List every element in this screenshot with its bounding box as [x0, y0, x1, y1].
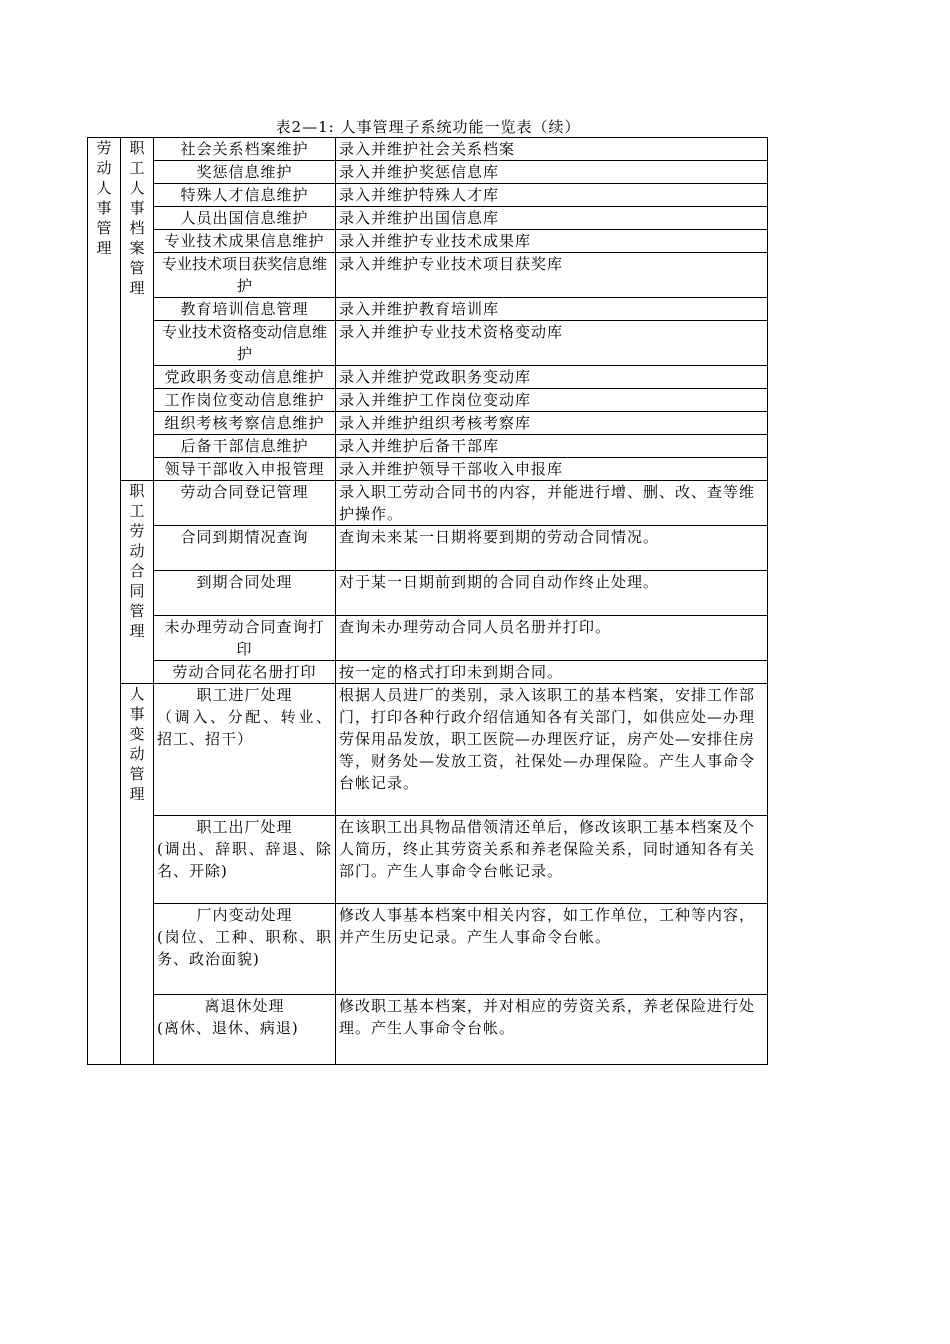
function-subtitle: (调出、辞职、辞退、除名、开除) — [157, 840, 332, 880]
function-cell: 领导干部收入申报管理 — [154, 458, 336, 481]
vertical-char: 理 — [96, 239, 112, 257]
category-cell — [88, 138, 121, 1065]
vertical-char: 同 — [129, 582, 145, 600]
function-cell: 劳动合同花名册打印 — [154, 661, 336, 684]
description-cell: 录入并维护领导干部收入申报库 — [336, 458, 768, 481]
description-cell: 录入并维护党政职务变动库 — [336, 366, 768, 389]
vertical-char: 合 — [129, 562, 145, 580]
description-cell: 录入并维护后备干部库 — [336, 435, 768, 458]
function-cell: 合同到期情况查询 — [154, 526, 336, 571]
function-cell: 专业技术资格变动信息维护 — [154, 321, 336, 366]
vertical-char: 管 — [129, 765, 145, 783]
description-cell: 录入并维护工作岗位变动库 — [336, 389, 768, 412]
function-cell: 党政职务变动信息维护 — [154, 366, 336, 389]
vertical-char: 理 — [129, 785, 145, 803]
function-cell: 教育培训信息管理 — [154, 298, 336, 321]
function-cell — [154, 904, 336, 995]
group-cell — [121, 138, 154, 481]
vertical-char: 人 — [129, 179, 145, 197]
vertical-char: 动 — [129, 542, 145, 560]
function-cell: 专业技术成果信息维护 — [154, 230, 336, 253]
vertical-char: 工 — [129, 159, 145, 177]
function-subtitle: (岗位、工种、职称、职务、政治面貌) — [157, 928, 332, 968]
function-cell: 奖惩信息维护 — [154, 161, 336, 184]
vertical-char: 职 — [129, 482, 145, 500]
function-cell: 后备干部信息维护 — [154, 435, 336, 458]
category-label — [91, 138, 117, 258]
description-cell: 对于某一日期前到期的合同自动作终止处理。 — [336, 571, 768, 616]
description-cell: 录入并维护社会关系档案 — [336, 138, 768, 161]
vertical-char: 人 — [96, 179, 112, 197]
function-cell: 劳动合同登记管理 — [154, 481, 336, 526]
description-cell: 查询未办理劳动合同人员名册并打印。 — [336, 616, 768, 661]
vertical-char: 管 — [129, 602, 145, 620]
vertical-char: 变 — [129, 725, 145, 743]
vertical-char: 动 — [96, 159, 112, 177]
function-cell: 组织考核考察信息维护 — [154, 412, 336, 435]
description-cell: 录入并维护专业技术项目获奖库 — [336, 253, 768, 298]
function-cell: 社会关系档案维护 — [154, 138, 336, 161]
group-label — [124, 684, 150, 804]
function-title: 厂内变动处理 — [196, 906, 293, 924]
description-cell: 修改人事基本档案中相关内容，如工作单位，工种等内容，并产生历史记录。产生人事命令台帐。 — [336, 904, 768, 995]
function-cell: 未办理劳动合同查询打印 — [154, 616, 336, 661]
vertical-char: 案 — [129, 239, 145, 257]
group-label — [124, 481, 150, 641]
vertical-char: 动 — [129, 745, 145, 763]
vertical-char: 理 — [129, 279, 145, 297]
description-cell: 修改职工基本档案，并对相应的劳资关系，养老保险进行处理。产生人事命令台帐。 — [336, 995, 768, 1065]
function-cell: 工作岗位变动信息维护 — [154, 389, 336, 412]
vertical-char: 理 — [129, 622, 145, 640]
description-cell: 录入并维护专业技术成果库 — [336, 230, 768, 253]
function-subtitle: （调入、分配、转业、招工、招干） — [157, 708, 332, 748]
function-title: 离退休处理 — [204, 997, 285, 1015]
vertical-char: 劳 — [96, 139, 112, 157]
function-cell: 专业技术项目获奖信息维护 — [154, 253, 336, 298]
function-title: 职工出厂处理 — [196, 818, 293, 836]
function-subtitle: (离休、退休、病退) — [157, 1019, 299, 1037]
group-cell — [121, 684, 154, 1065]
description-cell: 录入并维护出国信息库 — [336, 207, 768, 230]
description-cell: 录入职工劳动合同书的内容，并能进行增、删、改、查等维护操作。 — [336, 481, 768, 526]
function-cell — [154, 995, 336, 1065]
description-cell: 录入并维护奖惩信息库 — [336, 161, 768, 184]
vertical-char: 管 — [129, 259, 145, 277]
vertical-char: 事 — [129, 199, 145, 217]
description-cell: 录入并维护教育培训库 — [336, 298, 768, 321]
vertical-char: 管 — [96, 219, 112, 237]
function-cell — [154, 816, 336, 904]
vertical-char: 事 — [96, 199, 112, 217]
function-table — [87, 137, 768, 1065]
group-label — [124, 138, 150, 298]
function-cell — [154, 684, 336, 816]
function-cell: 到期合同处理 — [154, 571, 336, 616]
function-cell: 人员出国信息维护 — [154, 207, 336, 230]
vertical-char: 人 — [129, 685, 145, 703]
vertical-char: 劳 — [129, 522, 145, 540]
description-cell: 录入并维护特殊人才库 — [336, 184, 768, 207]
description-cell: 录入并维护组织考核考察库 — [336, 412, 768, 435]
description-cell: 根据人员进厂的类别，录入该职工的基本档案，安排工作部门，打印各种行政介绍信通知各有关部门，如供应处—办理劳保用品发放，职工医院—办理医疗证，房产处—安排住房等，财务处—发放工资，社保处—办理保险。产生人事命令台帐记录。 — [336, 684, 768, 816]
function-title: 职工进厂处理 — [196, 686, 293, 704]
function-cell: 特殊人才信息维护 — [154, 184, 336, 207]
vertical-char: 档 — [129, 219, 145, 237]
vertical-char: 工 — [129, 502, 145, 520]
group-cell — [121, 481, 154, 684]
description-cell: 录入并维护专业技术资格变动库 — [336, 321, 768, 366]
description-cell: 在该职工出具物品借领清还单后，修改该职工基本档案及个人简历，终止其劳资关系和养老保险关系，同时通知各有关部门。产生人事命令台帐记录。 — [336, 816, 768, 904]
description-cell: 查询未来某一日期将要到期的劳动合同情况。 — [336, 526, 768, 571]
vertical-char: 事 — [129, 705, 145, 723]
table-caption: 表2—1: 人事管理子系统功能一览表（续） — [275, 118, 581, 136]
description-cell: 按一定的格式打印未到期合同。 — [336, 661, 768, 684]
vertical-char: 职 — [129, 139, 145, 157]
